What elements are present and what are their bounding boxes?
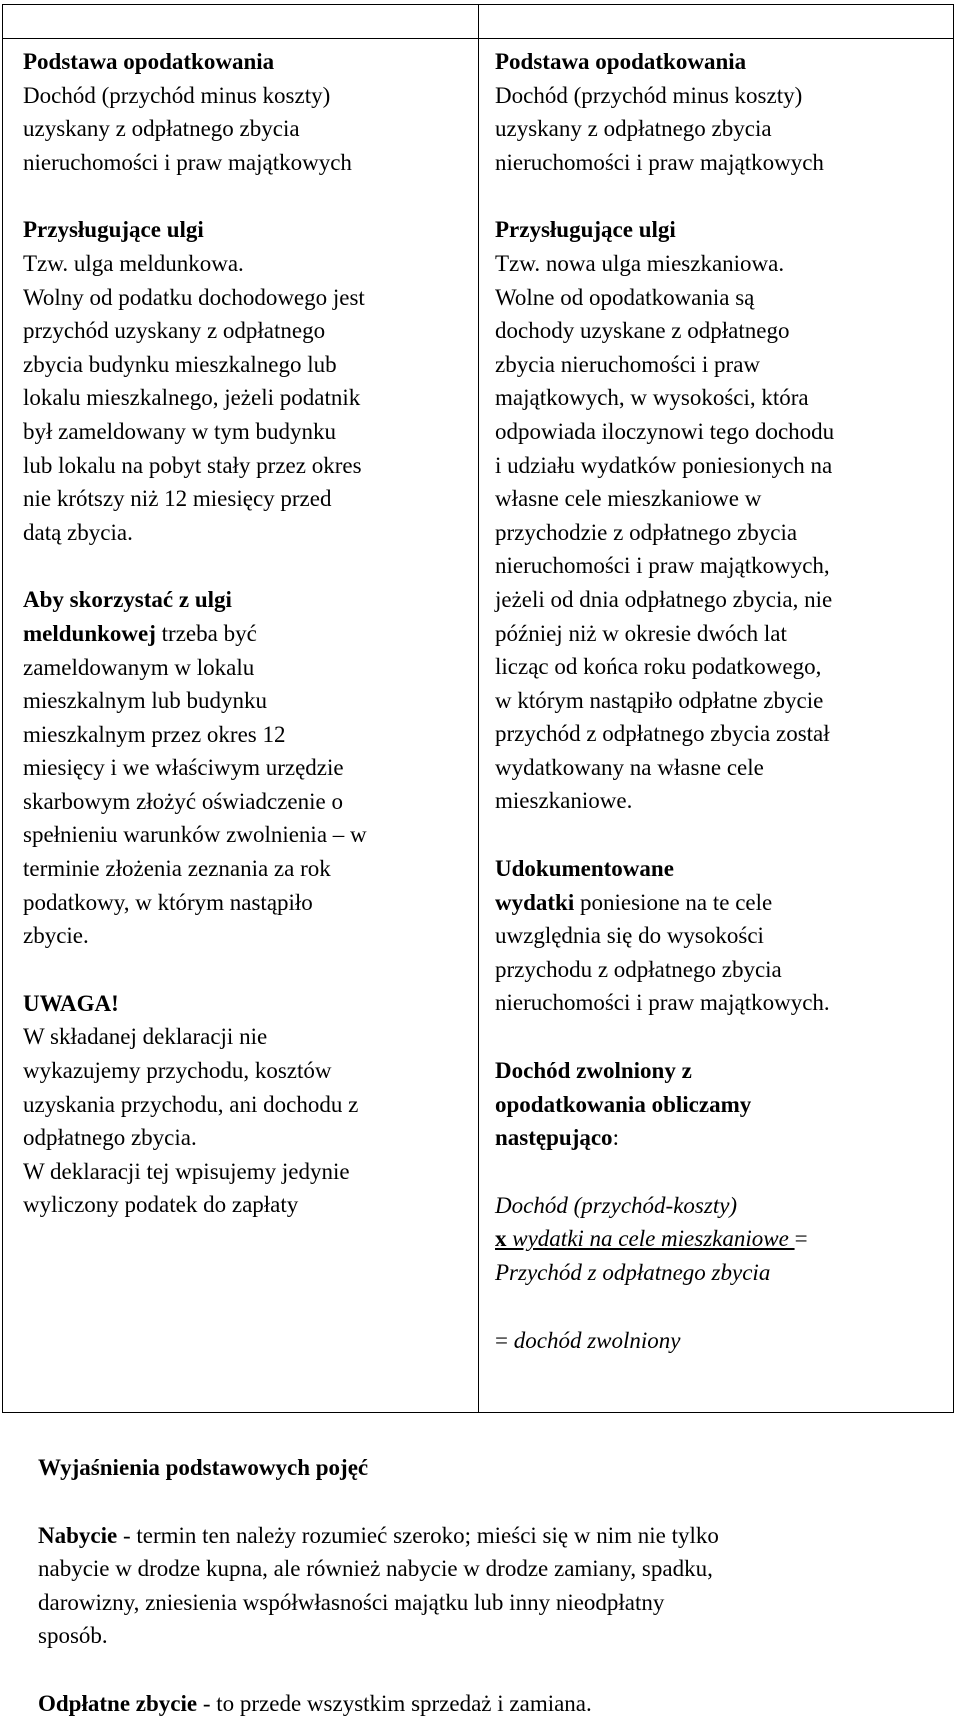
definition-acquisition — [38, 1519, 938, 1553]
right-docs-rest: poniesione na te cele — [574, 889, 773, 915]
formula-x: x — [495, 1226, 507, 1252]
right-relief-line: w którym nastąpiło odpłatne zbycie — [495, 687, 824, 713]
left-relief-line: Tzw. ulga meldunkowa. — [23, 250, 244, 276]
left-warning-line: odpłatnego zbycia. — [23, 1125, 197, 1151]
right-calc-line — [495, 1121, 950, 1155]
right-relief-line: własne cele mieszkaniowe w — [495, 486, 762, 512]
right-calc-line: opodatkowania obliczamy — [495, 1091, 752, 1117]
right-relief-line: odpowiada iloczynowi tego dochodu — [495, 418, 835, 444]
formula-numerator: Dochód (przychód-koszty) — [495, 1192, 738, 1218]
left-base-title: Podstawa opodatkowania — [23, 49, 275, 74]
left-use-line: mieszkalnym lub budynku — [23, 688, 268, 714]
left-use-line: miesięcy i we właściwym urzędzie — [23, 755, 344, 781]
left-use-heading: Aby skorzystać z ulgi — [23, 587, 232, 613]
result-text: dochód zwolniony — [513, 1327, 681, 1353]
left-use-bold: meldunkowej — [23, 620, 156, 646]
right-calc-bold: następująco — [495, 1125, 613, 1151]
right-relief-line: mieszkaniowe. — [495, 788, 633, 814]
left-use-line: zbycie. — [23, 923, 89, 949]
definitions-title: Wyjaśnienia podstawowych pojęć — [38, 1455, 369, 1480]
right-docs-line: przychodu z odpłatnego zbycia — [495, 956, 782, 982]
right-relief-line: zbycia nieruchomości i praw — [495, 351, 761, 377]
right-docs-bold: wydatki — [495, 889, 575, 915]
definition-sale — [38, 1687, 938, 1721]
right-base-title: Podstawa opodatkowania — [495, 49, 747, 74]
formula-denominator: Przychód z odpłatnego zbycia — [495, 1260, 771, 1285]
left-relief-line: datą zbycia. — [23, 519, 133, 545]
left-use-rest: trzeba być — [155, 620, 257, 646]
right-relief-line: i udziału wydatków poniesionych na — [495, 452, 833, 478]
left-warning-line: wykazujemy przychodu, kosztów — [23, 1058, 332, 1084]
right-relief-line: licząc od końca roku podatkowego, — [495, 654, 822, 680]
left-base-line: nieruchomości i praw majątkowych — [23, 149, 352, 175]
formula-expenses: wydatki na cele mieszkaniowe — [506, 1226, 795, 1252]
left-use-line: spełnieniu warunków zwolnienia – w — [23, 822, 367, 848]
right-relief-line: jeżeli od dnia odpłatnego zbycia, nie — [495, 586, 833, 612]
left-column — [23, 45, 473, 1222]
left-relief-line: był zameldowany w tym budynku — [23, 418, 337, 444]
left-use-line: terminie złożenia zeznania za rok — [23, 856, 331, 882]
left-warning-line: W deklaracji tej wpisujemy jedynie — [23, 1158, 350, 1184]
right-base-line: nieruchomości i praw majątkowych — [495, 149, 824, 175]
left-relief-line: nie krótszy niż 12 miesięcy przed — [23, 486, 332, 512]
left-relief-line: zbycia budynku mieszkalnego lub — [23, 351, 337, 377]
right-relief-line: przychód z odpłatnego zbycia został — [495, 721, 830, 747]
right-calc-colon: : — [612, 1125, 619, 1151]
right-relief-line: nieruchomości i praw majątkowych, — [495, 553, 830, 579]
acquisition-line: darowizny, zniesienia współwłasności majątku lub inny nieodpłatny — [38, 1589, 665, 1615]
sale-text: - to przede wszystkim sprzedaż i zamiana. — [197, 1690, 592, 1716]
left-base-line: Dochód (przychód minus koszty) — [23, 82, 331, 108]
formula-multiplier — [495, 1222, 950, 1256]
definitions-section — [38, 1451, 938, 1721]
left-use-line: skarbowym złożyć oświadczenie o — [23, 788, 343, 814]
right-relief-line: później niż w okresie dwóch lat — [495, 620, 787, 646]
right-relief-line: Tzw. nowa ulga mieszkaniowa. — [495, 250, 785, 276]
column-divider — [478, 5, 479, 1412]
comparison-table — [2, 4, 954, 1413]
left-warning-line: wyliczony podatek do zapłaty — [23, 1192, 299, 1218]
formula-equals: = — [794, 1226, 808, 1252]
left-use-line: podatkowy, w którym nastąpiło — [23, 889, 313, 915]
left-relief-line: lub lokalu na pobyt stały przez okres — [23, 452, 362, 478]
left-warning-title: UWAGA! — [23, 990, 119, 1016]
right-relief-line: wydatkowany na własne cele — [495, 754, 764, 780]
result-equals: = — [495, 1327, 514, 1353]
left-relief-line: przychód uzyskany z odpłatnego — [23, 318, 326, 344]
right-relief-line: Wolne od opodatkowania są — [495, 284, 755, 310]
right-column — [495, 45, 950, 1357]
right-docs-heading: Udokumentowane — [495, 856, 674, 882]
acquisition-line: sposób. — [38, 1623, 108, 1649]
right-calc-line: Dochód zwolniony z — [495, 1058, 692, 1084]
sale-term: Odpłatne zbycie — [38, 1690, 198, 1716]
left-relief-line: Wolny od podatku dochodowego jest — [23, 284, 365, 310]
left-use-line — [23, 617, 473, 651]
left-relief-title: Przysługujące ulgi — [23, 217, 204, 243]
left-base-line: uzyskany z odpłatnego zbycia — [23, 116, 300, 142]
right-base-line: uzyskany z odpłatnego zbycia — [495, 116, 772, 142]
acquisition-line: nabycie w drodze kupna, ale również nabycie w drodze zamiany, spadku, — [38, 1556, 713, 1582]
right-relief-line: majątkowych, w wysokości, która — [495, 385, 809, 411]
right-docs-line — [495, 886, 950, 920]
right-relief-line: dochody uzyskane z odpłatnego — [495, 318, 790, 344]
right-docs-line: uwzględnia się do wysokości — [495, 923, 764, 949]
right-relief-line: przychodzie z odpłatnego zbycia — [495, 519, 798, 545]
left-use-line: zameldowanym w lokalu — [23, 654, 255, 680]
right-docs-line: nieruchomości i praw majątkowych. — [495, 990, 830, 1016]
formula-result — [495, 1324, 950, 1358]
left-warning-line: W składanej deklaracji nie — [23, 1024, 268, 1050]
acquisition-text: - termin ten należy rozumieć szeroko; mieści się w nim nie tylko — [117, 1522, 719, 1548]
left-warning-line: uzyskania przychodu, ani dochodu z — [23, 1091, 359, 1117]
right-base-line: Dochód (przychód minus koszty) — [495, 82, 803, 108]
left-use-line: mieszkalnym przez okres 12 — [23, 721, 286, 747]
left-relief-line: lokalu mieszkalnego, jeżeli podatnik — [23, 385, 361, 411]
acquisition-term: Nabycie — [38, 1522, 118, 1548]
right-relief-title: Przysługujące ulgi — [495, 217, 676, 243]
